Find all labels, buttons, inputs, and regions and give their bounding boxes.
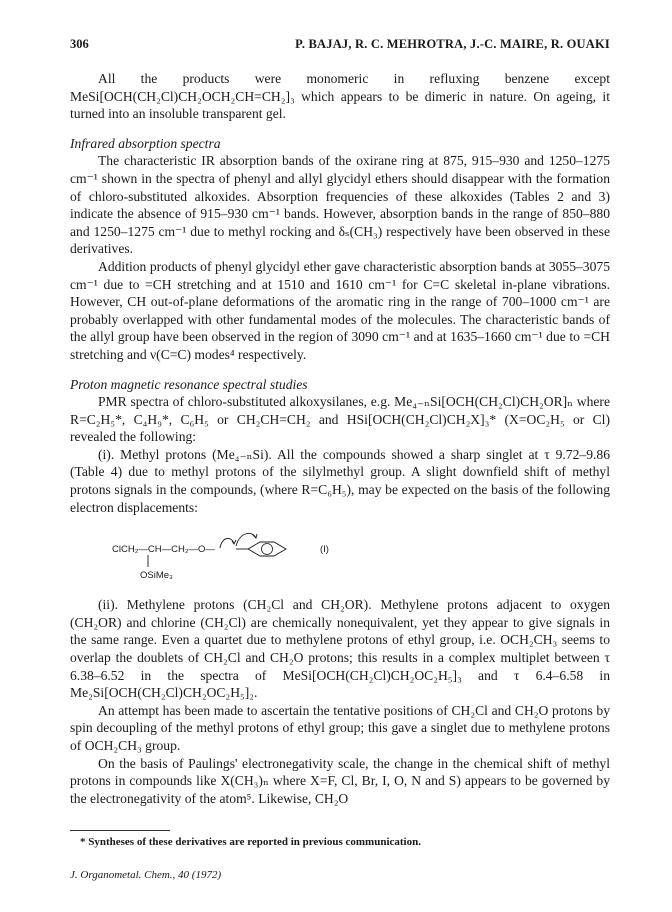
paragraph-spin-decoupling: An attempt has been made to ascertain the tentative positions of CH₂Cl and CH₂O protons by spin decoupling of the methyl protons of ethyl group; this gave a singlet due to methylene protons of OCH₂CH₃ group. — [70, 702, 610, 753]
footnote: * Syntheses of these derivatives are reported in previous communication. — [80, 836, 421, 848]
structure-drawing — [70, 522, 610, 588]
benzene-aromatic-circle — [262, 544, 273, 555]
structure-substituent: OSiMe₃ — [140, 570, 173, 582]
running-authors: P. BAJAJ, R. C. MEHROTRA, J.-C. MAIRE, R. OUAKI — [295, 37, 610, 51]
paragraph-electronegativity: On the basis of Paulings' electronegativity scale, the change in the chemical shift of methyl protons in compounds like X(CH₃)ₙ where X=F, Cl, Br, I, O, N and S) appears to be governed by the electronegativity of the atom⁵. Likewise, CH₂O — [70, 755, 610, 806]
article-body — [70, 70, 610, 807]
paragraph-ir-oxirane: The characteristic IR absorption bands of the oxirane ring at 875, 915–930 and 1250–1275 cm⁻¹ shown in the spectra of phenyl and allyl glycidyl ethers should disappear with the formation of chloro-substituted alkoxides. Absorption frequencies of these alkoxides (Tables 2 and 3) indicate the absence of 915–930 cm⁻¹ bands. However, absorption bands in the range of 850–880 and 1250–1275 cm⁻¹ due to methyl rocking and δₛ(CH₃) respectively have been observed in these derivatives. — [70, 153, 610, 257]
structure-chain: ClCH₂—CH—CH₂—O— — [112, 544, 215, 556]
section-heading-pmr: Proton magnetic resonance spectral studies — [70, 376, 308, 392]
page-number: 306 — [70, 37, 89, 51]
paragraph-ir-addition: Addition products of phenyl glycidyl ether gave characteristic absorption bands at 3055–3075 cm⁻¹ due to =CH stretching and at 1510 and 1610 cm⁻¹ for C=C skeletal in-plane vibrations. However, CH out-of-plane deformations of the aromatic ring in the range of 700–1000 cm⁻¹ are probably overlapped with other fundamental modes of the molecules. The characteristic bands of the allyl group have been observed in the region of 3090 cm⁻¹ and at 1635–1660 cm⁻¹ due to =CH stretching and ν(C=C) modes⁴ respectively. — [70, 258, 610, 362]
benzene-ring — [248, 542, 286, 556]
electron-arrow-1 — [220, 539, 234, 549]
structure-label: (I) — [320, 544, 329, 556]
footnote-divider — [70, 830, 170, 831]
section-heading-ir: Infrared absorption spectra — [70, 135, 221, 151]
paragraph-products: All the products were monomeric in refluxing benzene except MeSi[OCH(CH₂Cl)CH₂OCH₂CH=CH₂]₃ which appears to be dimeric in nature. On ageing, it turned into an insoluble transparent gel. — [70, 71, 610, 122]
page-header — [70, 37, 610, 57]
journal-citation: J. Organometal. Chem., 40 (1972) — [70, 869, 222, 881]
paragraph-pmr-intro: PMR spectra of chloro-substituted alkoxysilanes, e.g. Me₄₋ₙSi[OCH(CH₂Cl)CH₂OR]ₙ where R=C₂H₅*, C₄H₉*, C₆H₅ or CH₂CH=CH₂ and HSi[OCH(CH₂Cl)CH₂X]₃* (X=OC₂H₅ or Cl) revealed the following: — [70, 394, 610, 445]
paragraph-methylene-protons: (ii). Methylene protons (CH₂Cl and CH₂OR). Methylene protons adjacent to oxygen (CH₂OR) and chlorine (CH₂Cl) are chemically nonequivalent, yet they appear to give signals in the same range. Even a quartet due to methylene protons of ethyl group, i.e. OCH₂CH₃ seems to overlap the doublets of CH₂Cl and CH₂O protons; this results in a complex multiplet between τ 6.38–6.52 in the spectra of MeSi[OCH(CH₂Cl)CH₂OC₂H₅]₃ and τ 6.4–6.58 in Me₂Si[OCH(CH₂Cl)CH₂OC₂H₅]₂. — [70, 597, 610, 701]
paragraph-methyl-protons: (i). Methyl protons (Me₄₋ₙSi). All the compounds showed a sharp singlet at τ 9.72–9.86 (Table 4) due to methyl protons of the silylmethyl group. A slight downfield shift of methyl protons signals in the compounds, (where R=C₆H₅), may be expected on the basis of the following electron displacements: — [70, 446, 610, 515]
chemical-structure-I — [70, 522, 610, 588]
